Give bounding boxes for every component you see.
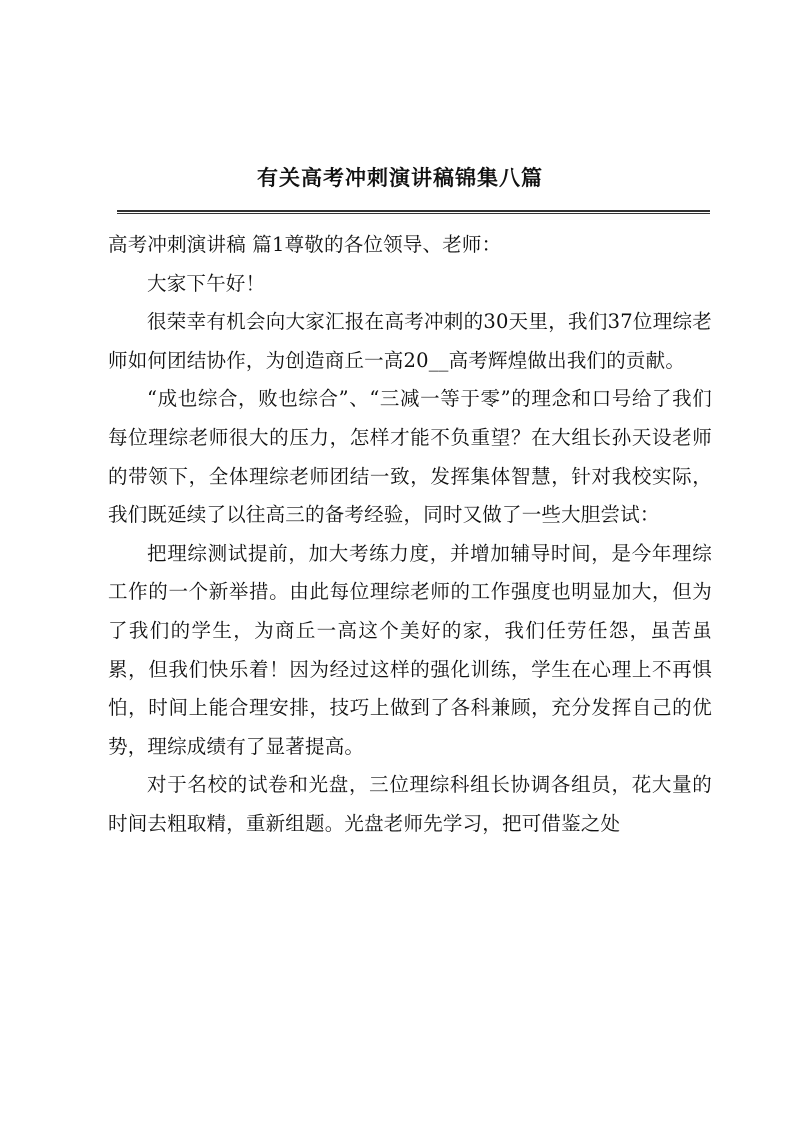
title-divider xyxy=(117,210,710,214)
paragraph-1: 高考冲刺演讲稿 篇1尊敬的各位领导、老师： xyxy=(108,233,502,256)
paragraph-4: “成也综合，败也综合”、“三减一等于零”的理念和口号给了我们每位理综老师很大的压力，怎样才能不负重望？在大组长孙天设老师的带领下，全体理综老师团结一致，发挥集体智慧，针对我校实际，我们既延续了以往高三的备考经验，同时又做了一些大胆尝试： xyxy=(108,387,712,527)
document-body xyxy=(108,226,712,844)
document-title: 有关高考冲刺演讲稿锦集八篇 xyxy=(257,165,543,190)
paragraph-6: 对于名校的试卷和光盘，三位理综科组长协调各组员，花大量的时间去粗取精，重新组题。光盘老师先学习，把可借鉴之处 xyxy=(108,773,712,835)
paragraph-2: 大家下午好！ xyxy=(147,271,266,295)
paragraph-5: 把理综测试提前，加大考练力度，并增加辅导时间，是今年理综工作的一个新举措。由此每位理综老师的工作强度也明显加大，但为了我们的学生，为商丘一高这个美好的家，我们任劳任怨，虽苦虽累，但我们快乐着！因为经过这样的强化训练，学生在心理上不再惧怕，时间上能合理安排，技巧上做到了各科兼顾，充分发挥自己的优势，理综成绩有了显著提高。 xyxy=(108,541,712,758)
paragraph-3: 很荣幸有机会向大家汇报在高考冲刺的30天里，我们37位理综老师如何团结协作，为创造商丘一高20__高考辉煌做出我们的贡献。 xyxy=(108,310,712,372)
